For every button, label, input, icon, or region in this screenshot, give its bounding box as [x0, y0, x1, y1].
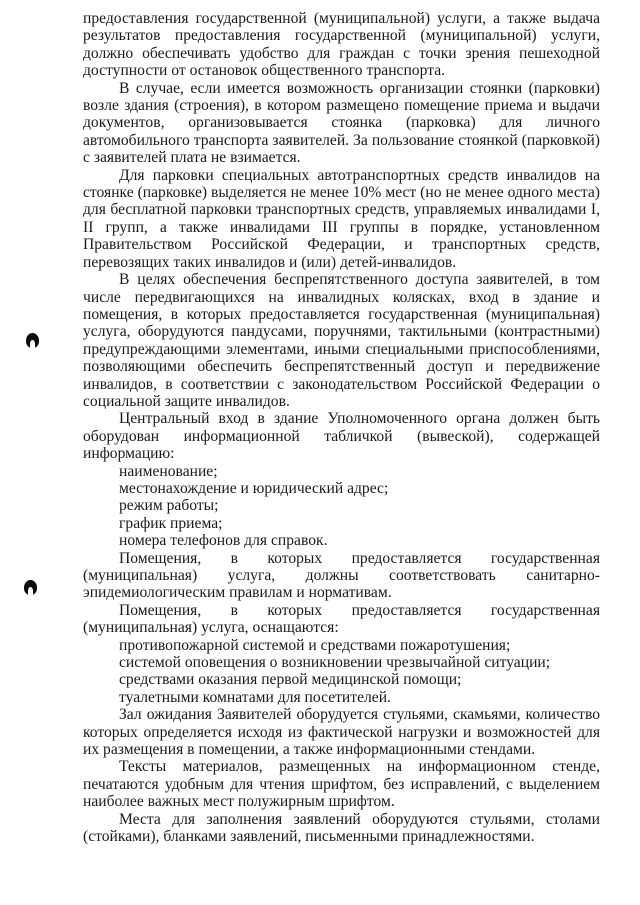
paragraph-entrance-sign: Центральный вход в здание Уполномоченного органа должен быть оборудован информационной табличкой (вывеской), содержащей информацию:	[83, 410, 600, 463]
punch-hole-mark	[24, 580, 37, 595]
list-item: туалетными комнатами для посетителей.	[119, 688, 391, 706]
list-item: график приема;	[119, 514, 223, 532]
list-item: наименование;	[119, 462, 218, 480]
paragraph-equipment: Помещения, в которых предоставляется государственная (муниципальная) услуга, оснащаются:	[83, 601, 600, 637]
list-item: системой оповещения о возникновении чрезвычайной ситуации;	[119, 654, 551, 672]
list-item: средствами оказания первой медицинской помощи;	[119, 671, 462, 689]
paragraph-continuation: предоставления государственной (муниципальной) услуги, а также выдача результатов предоставления государственной (муниципальной) услуги, должно обеспечивать удобство для граждан с точки зрения пешеходной доступности от остановок общественного транспорта.	[83, 10, 600, 80]
list-item: режим работы;	[119, 497, 219, 515]
paragraph-forms-area: Места для заполнения заявлений оборудуются стульями, столами (стойками), бланками заявлений, письменными принадлежностями.	[83, 810, 600, 846]
paragraph-accessibility: В целях обеспечения беспрепятственного доступа заявителей, в том числе передвигающихся на инвалидных колясках, вход в здание и помещения, в которых предоставляется государственная (муниципальная) услуга, оборудуются пандусами, поручнями, тактильными (контрастными) предупреждающими элементами, иными специальными приспособлениями, позволяющими обеспечить беспрепятственный доступ и передвижение инвалидов, в соответствии с законодательством Российской Федерации о социальной защите инвалидов.	[83, 271, 600, 410]
paragraph-waiting-room: Зал ожидания Заявителей оборудуется стульями, скамьями, количество которых определяется исходя из фактической нагрузки и возможностей для их размещения в помещении, а также информационными стендами.	[83, 706, 600, 759]
paragraph-parking: В случае, если имеется возможность организации стоянки (парковки) возле здания (строения), в котором размещено помещение приема и выдачи документов, организовывается стоянка (парковка) для личного автомобильного транспорта заявителей. За пользование стоянкой (парковкой) с заявителей плата не взимается.	[83, 79, 600, 167]
list-item: противопожарной системой и средствами пожаротушения;	[119, 636, 511, 654]
paragraph-info-stand: Тексты материалов, размещенных на информационном стенде, печатаются удобным для чтения шрифтом, без исправлений, с выделением наиболее важных мест полужирным шрифтом.	[83, 758, 600, 811]
list-item: местонахождение и юридический адрес;	[119, 479, 389, 497]
list-item: номера телефонов для справок.	[119, 532, 328, 550]
paragraph-sanitary: Помещения, в которых предоставляется государственная (муниципальная) услуга, должны соответствовать санитарно-эпидемиологическим правилам и нормативам.	[83, 549, 600, 602]
punch-hole-mark	[26, 333, 39, 348]
paragraph-disabled-parking: Для парковки специальных автотранспортных средств инвалидов на стоянке (парковке) выделяется не менее 10% мест (но не менее одного места) для бесплатной парковки транспортных средств, управляемых инвалидами I, II групп, а также инвалидами III группы в порядке, установленном Правительством Российской Федерации, и транспортных средств, перевозящих таких инвалидов и (или) детей-инвалидов.	[83, 166, 600, 271]
document-body	[83, 10, 600, 846]
